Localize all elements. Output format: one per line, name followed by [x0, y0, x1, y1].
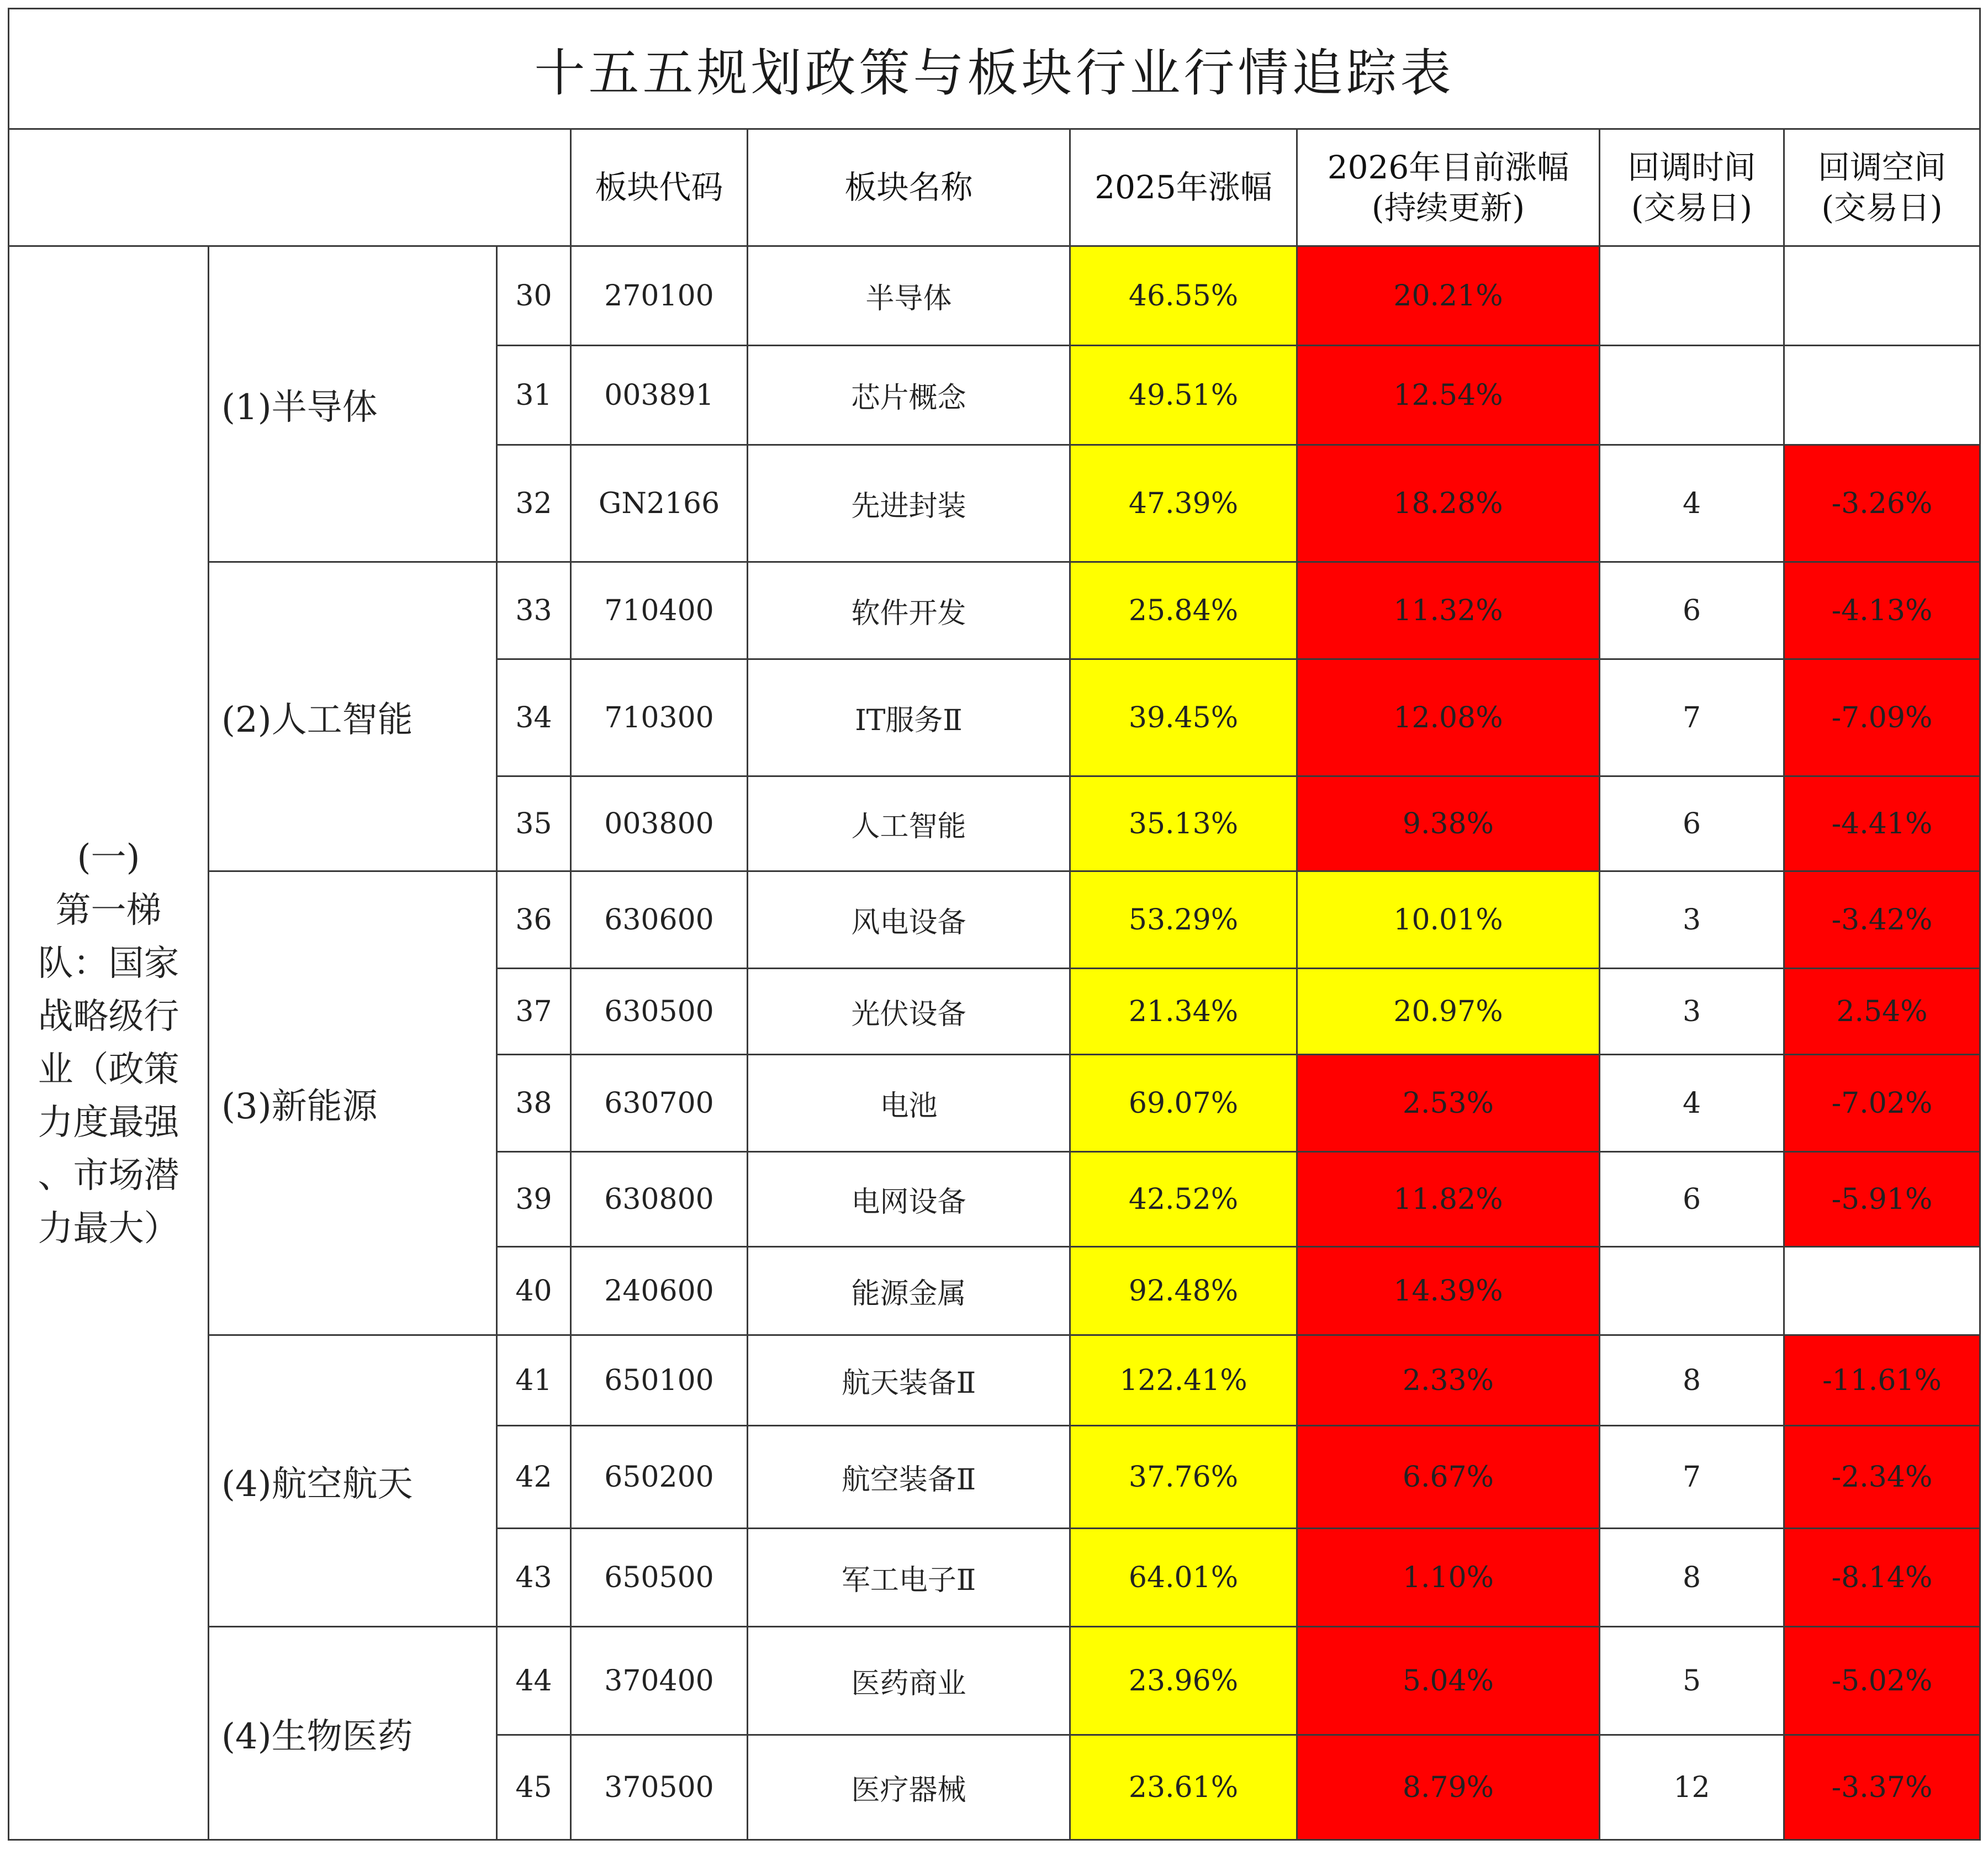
header-gain-2025: 2025年涨幅 — [1070, 129, 1297, 246]
header-pullback-time-line1: 回调时间 — [1627, 149, 1756, 186]
row-number-cell: 41 — [497, 1335, 571, 1426]
group-label: (3)新能源 — [209, 871, 497, 1335]
row-number-cell: 44 — [497, 1627, 571, 1735]
table-row — [9, 246, 1980, 346]
header-code: 板块代码 — [571, 129, 748, 246]
gain-2025-cell: 39.45% — [1070, 659, 1297, 776]
header-pullback-space-line1: 回调空间 — [1817, 149, 1946, 186]
pullback-days-cell: 6 — [1600, 1152, 1784, 1247]
sector-name-cell: 航空装备Ⅱ — [748, 1426, 1070, 1529]
sector-code-cell: 003891 — [571, 346, 748, 445]
sector-code-cell: 650500 — [571, 1529, 748, 1627]
pullback-days-cell: 4 — [1600, 445, 1784, 562]
sector-code-cell: 630800 — [571, 1152, 748, 1247]
pullback-space-cell: -3.37% — [1784, 1735, 1980, 1840]
pullback-space-cell: -5.02% — [1784, 1627, 1980, 1735]
gain-2025-cell: 21.34% — [1070, 969, 1297, 1055]
sector-name-cell: 半导体 — [748, 246, 1070, 346]
gain-2025-cell: 69.07% — [1070, 1055, 1297, 1152]
pullback-days-cell: 4 — [1600, 1055, 1784, 1152]
gain-2025-cell: 49.51% — [1070, 346, 1297, 445]
group-label: (2)人工智能 — [209, 562, 497, 871]
gain-2025-cell: 47.39% — [1070, 445, 1297, 562]
gain-2025-cell: 37.76% — [1070, 1426, 1297, 1529]
gain-2026-cell: 8.79% — [1297, 1735, 1600, 1840]
sector-code-cell: 650100 — [571, 1335, 748, 1426]
pullback-space-cell: 2.54% — [1784, 969, 1980, 1055]
sector-code-cell: 370500 — [571, 1735, 748, 1840]
row-number-cell: 35 — [497, 776, 571, 871]
gain-2026-cell: 20.21% — [1297, 246, 1600, 346]
gain-2025-cell: 46.55% — [1070, 246, 1297, 346]
sector-name-cell: 软件开发 — [748, 562, 1070, 659]
tier-label-line: 力度最强 — [38, 1102, 179, 1143]
sector-code-cell: 270100 — [571, 246, 748, 346]
pullback-days-cell: 8 — [1600, 1529, 1784, 1627]
sector-code-cell: 240600 — [571, 1247, 748, 1335]
pullback-space-cell: -4.41% — [1784, 776, 1980, 871]
sector-code-cell: 630700 — [571, 1055, 748, 1152]
pullback-space-cell: -2.34% — [1784, 1426, 1980, 1529]
pullback-space-cell: -7.09% — [1784, 659, 1980, 776]
gain-2025-cell: 122.41% — [1070, 1335, 1297, 1426]
sector-name-cell: 人工智能 — [748, 776, 1070, 871]
pullback-space-cell: -3.42% — [1784, 871, 1980, 969]
sector-name-cell: 能源金属 — [748, 1247, 1070, 1335]
sector-name-cell: 军工电子Ⅱ — [748, 1529, 1070, 1627]
sector-code-cell: 710300 — [571, 659, 748, 776]
table-row — [9, 1335, 1980, 1426]
pullback-space-cell: -4.13% — [1784, 562, 1980, 659]
gain-2026-cell: 12.54% — [1297, 346, 1600, 445]
gain-2025-cell: 23.96% — [1070, 1627, 1297, 1735]
sector-name-cell: 医药商业 — [748, 1627, 1070, 1735]
table-row — [9, 562, 1980, 659]
pullback-days-cell: 3 — [1600, 969, 1784, 1055]
sector-code-cell: 370400 — [571, 1627, 748, 1735]
sector-name-cell: 医疗器械 — [748, 1735, 1070, 1840]
gain-2025-cell: 23.61% — [1070, 1735, 1297, 1840]
tracking-table — [8, 8, 1981, 1841]
tier-label-line: 业（政策 — [38, 1049, 179, 1090]
pullback-days-cell — [1600, 246, 1784, 346]
sector-name-cell: 芯片概念 — [748, 346, 1070, 445]
pullback-days-cell: 8 — [1600, 1335, 1784, 1426]
group-label: (1)半导体 — [209, 246, 497, 562]
group-label: (4)航空航天 — [209, 1335, 497, 1627]
row-number-cell: 45 — [497, 1735, 571, 1840]
header-pullback-time — [1600, 129, 1784, 246]
gain-2025-cell: 64.01% — [1070, 1529, 1297, 1627]
row-number-cell: 37 — [497, 969, 571, 1055]
row-number-cell: 43 — [497, 1529, 571, 1627]
header-name: 板块名称 — [748, 129, 1070, 246]
sector-name-cell: IT服务Ⅱ — [748, 659, 1070, 776]
gain-2025-cell: 92.48% — [1070, 1247, 1297, 1335]
group-label: (4)生物医药 — [209, 1627, 497, 1840]
gain-2026-cell: 9.38% — [1297, 776, 1600, 871]
gain-2026-cell: 11.82% — [1297, 1152, 1600, 1247]
sector-code-cell: 630500 — [571, 969, 748, 1055]
tier-label-line: 第一梯 — [55, 890, 162, 931]
pullback-space-cell: -3.26% — [1784, 445, 1980, 562]
row-number-cell: 31 — [497, 346, 571, 445]
row-number-cell: 34 — [497, 659, 571, 776]
gain-2026-cell: 14.39% — [1297, 1247, 1600, 1335]
header-gain-2026 — [1297, 129, 1600, 246]
row-number-cell: 32 — [497, 445, 571, 562]
pullback-days-cell: 7 — [1600, 659, 1784, 776]
sector-code-cell: 650200 — [571, 1426, 748, 1529]
tier-label — [9, 246, 209, 1840]
gain-2026-cell: 11.32% — [1297, 562, 1600, 659]
pullback-days-cell: 6 — [1600, 562, 1784, 659]
gain-2026-cell: 12.08% — [1297, 659, 1600, 776]
sector-name-cell: 电池 — [748, 1055, 1070, 1152]
tier-label-line: (一) — [77, 837, 140, 878]
sector-code-cell: 710400 — [571, 562, 748, 659]
row-number-cell: 30 — [497, 246, 571, 346]
pullback-space-cell — [1784, 246, 1980, 346]
gain-2026-cell: 5.04% — [1297, 1627, 1600, 1735]
sector-code-cell: 630600 — [571, 871, 748, 969]
header-pullback-time-line2: (交易日) — [1631, 188, 1753, 226]
gain-2026-cell: 1.10% — [1297, 1529, 1600, 1627]
gain-2026-cell: 10.01% — [1297, 871, 1600, 969]
gain-2026-cell: 2.53% — [1297, 1055, 1600, 1152]
pullback-space-cell: -7.02% — [1784, 1055, 1980, 1152]
pullback-space-cell: -5.91% — [1784, 1152, 1980, 1247]
row-number-cell: 42 — [497, 1426, 571, 1529]
row-number-cell: 40 — [497, 1247, 571, 1335]
tier-label-line: 战略级行 — [38, 996, 179, 1037]
gain-2025-cell: 35.13% — [1070, 776, 1297, 871]
row-number-cell: 33 — [497, 562, 571, 659]
pullback-space-cell — [1784, 1247, 1980, 1335]
header-blank-cell — [9, 129, 571, 246]
sector-code-cell: 003800 — [571, 776, 748, 871]
header-gain-2026-line1: 2026年目前涨幅 — [1327, 149, 1569, 186]
sector-name-cell: 光伏设备 — [748, 969, 1070, 1055]
tier-label-line: 队：国家 — [38, 943, 179, 984]
tier-label-line: 、市场潜 — [38, 1155, 179, 1196]
row-number-cell: 36 — [497, 871, 571, 969]
header-pullback-space — [1784, 129, 1980, 246]
table-row — [9, 871, 1980, 969]
table-row — [9, 1627, 1980, 1735]
tier-label-line: 力最大） — [38, 1208, 179, 1249]
pullback-space-cell — [1784, 346, 1980, 445]
pullback-days-cell — [1600, 346, 1784, 445]
gain-2026-cell: 20.97% — [1297, 969, 1600, 1055]
pullback-days-cell: 5 — [1600, 1627, 1784, 1735]
pullback-days-cell — [1600, 1247, 1784, 1335]
pullback-days-cell: 3 — [1600, 871, 1784, 969]
pullback-space-cell: -8.14% — [1784, 1529, 1980, 1627]
gain-2025-cell: 25.84% — [1070, 562, 1297, 659]
sector-name-cell: 航天装备Ⅱ — [748, 1335, 1070, 1426]
header-row — [9, 129, 1980, 246]
sector-code-cell: GN2166 — [571, 445, 748, 562]
pullback-days-cell: 6 — [1600, 776, 1784, 871]
gain-2026-cell: 6.67% — [1297, 1426, 1600, 1529]
title-row — [9, 9, 1980, 129]
row-number-cell: 38 — [497, 1055, 571, 1152]
sector-name-cell: 电网设备 — [748, 1152, 1070, 1247]
header-gain-2026-line2: (持续更新) — [1371, 188, 1525, 226]
pullback-days-cell: 7 — [1600, 1426, 1784, 1529]
gain-2026-cell: 18.28% — [1297, 445, 1600, 562]
table-title: 十五五规划政策与板块行业行情追踪表 — [9, 9, 1980, 129]
sector-name-cell: 先进封装 — [748, 445, 1070, 562]
row-number-cell: 39 — [497, 1152, 571, 1247]
gain-2025-cell: 42.52% — [1070, 1152, 1297, 1247]
sector-name-cell: 风电设备 — [748, 871, 1070, 969]
pullback-space-cell: -11.61% — [1784, 1335, 1980, 1426]
gain-2025-cell: 53.29% — [1070, 871, 1297, 969]
gain-2026-cell: 2.33% — [1297, 1335, 1600, 1426]
header-pullback-space-line2: (交易日) — [1821, 188, 1943, 226]
pullback-days-cell: 12 — [1600, 1735, 1784, 1840]
